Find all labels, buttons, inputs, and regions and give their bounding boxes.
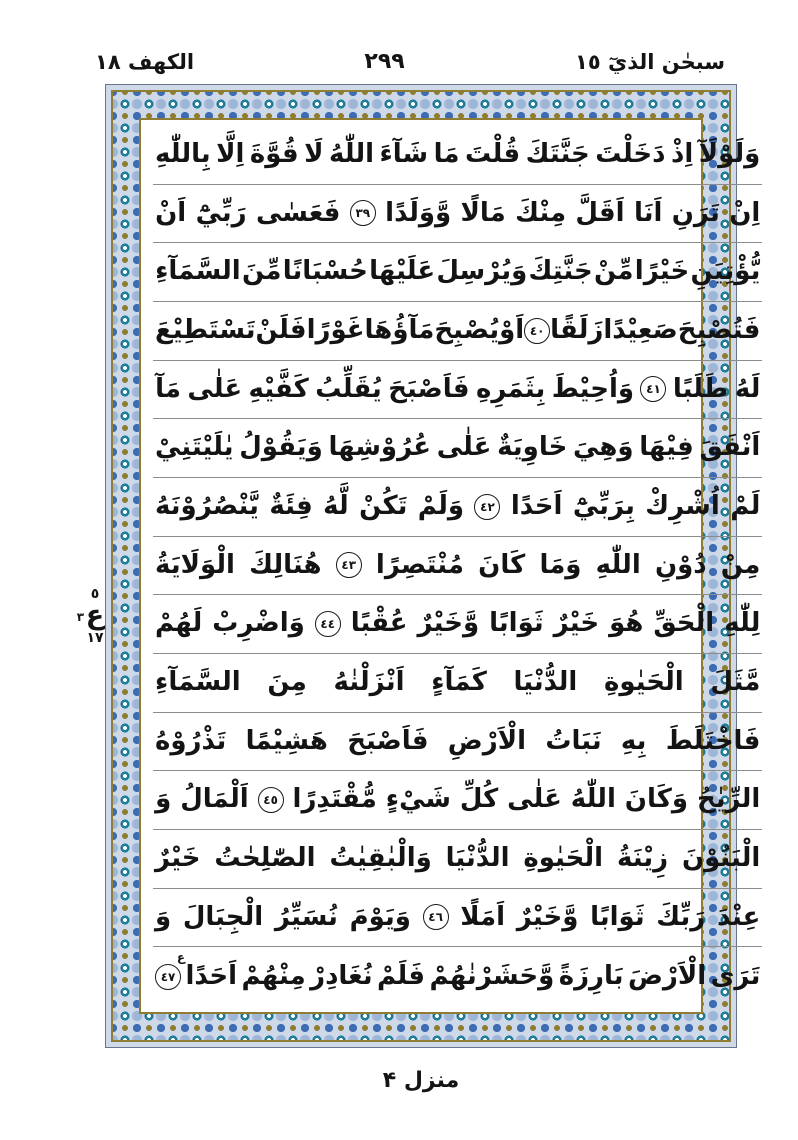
quran-word: فَاَصْبَحَ bbox=[347, 725, 429, 756]
quran-word: يُّؤْتِيَنِ bbox=[690, 256, 761, 287]
page-number: ٢٩٩ bbox=[364, 49, 405, 74]
ornament-band bbox=[113, 92, 761, 1040]
ruku-ain-letter: ع ٣ bbox=[76, 600, 105, 631]
quran-word: الْحَيٰوةِ bbox=[604, 666, 684, 697]
quran-word: اِذْ bbox=[671, 138, 694, 169]
ruku-end-mark: ع bbox=[176, 949, 186, 964]
quran-word: مُنْتَصِرًا bbox=[375, 549, 464, 580]
quran-word: دُوْنِ bbox=[654, 549, 707, 580]
quran-word: هَشِيْمًا bbox=[245, 725, 328, 756]
quran-word: تَسْتَطِيْعَ bbox=[155, 314, 256, 345]
quran-word: صَعِيْدًا bbox=[603, 314, 678, 345]
quran-word: لَهُمْ bbox=[155, 608, 203, 639]
quran-word: فَعَسٰى bbox=[255, 197, 341, 228]
quran-line bbox=[153, 185, 762, 244]
quran-word: الْاَرْضِ bbox=[447, 725, 527, 756]
quran-word: لَمْ bbox=[730, 490, 761, 521]
ayah-end-marker: ٤٢ bbox=[474, 494, 500, 520]
quran-word: وَكَانَ bbox=[624, 784, 689, 815]
ayah-end-marker: ٤٠ bbox=[524, 318, 550, 344]
quran-word: الْحَقِّ bbox=[653, 608, 715, 639]
quran-word: مِّنَ bbox=[242, 256, 282, 287]
quran-word: وَالْبٰقِيٰتُ bbox=[329, 842, 432, 873]
quran-word: مِّنْ bbox=[594, 256, 634, 287]
quran-line bbox=[153, 361, 762, 420]
quran-word: اَحَدًا bbox=[510, 490, 563, 521]
quran-word: فَتُصْبِحَ bbox=[677, 314, 761, 345]
quran-word: لَا bbox=[304, 138, 324, 169]
ayah-end-marker: ٤١ bbox=[640, 376, 666, 402]
quran-text-block bbox=[153, 126, 761, 1006]
quran-word: الدُّنْيَا bbox=[513, 666, 578, 697]
page-header bbox=[95, 28, 725, 74]
quran-word: يُصْبِحَ bbox=[434, 314, 500, 345]
text-panel bbox=[139, 118, 761, 1014]
quran-word: مَا bbox=[433, 138, 460, 169]
quran-word: وَمَا bbox=[539, 549, 582, 580]
quran-word: وَ bbox=[155, 784, 172, 815]
quran-word: خَاوِيَةٌ bbox=[497, 432, 568, 463]
quran-line bbox=[153, 830, 762, 889]
ayah-end-marker: ٤٧ ع bbox=[155, 964, 181, 990]
quran-word: اَنْزَلْنٰهُ bbox=[333, 666, 405, 697]
ayah-end-marker: ٣٩ bbox=[350, 200, 376, 226]
quran-word: عُقْبًا bbox=[350, 608, 408, 639]
quran-word: بِثَمَرِهِ bbox=[475, 373, 546, 404]
quran-line bbox=[153, 947, 762, 1006]
quran-word: عِنْدَ bbox=[716, 901, 761, 932]
surah-label: الكهف ١٨ bbox=[95, 50, 195, 74]
quran-word: كَفَّيْهِ bbox=[248, 373, 309, 404]
quran-word: عَلٰى bbox=[187, 373, 243, 404]
quran-word: يُقَلِّبُ bbox=[315, 373, 382, 404]
quran-word: مَالًا bbox=[460, 197, 506, 228]
quran-word: ثَوَابًا bbox=[489, 608, 544, 639]
quran-word: وَيَوْمَ bbox=[349, 901, 411, 932]
quran-line bbox=[153, 654, 762, 713]
quran-word: اللّٰهُ bbox=[570, 784, 616, 815]
quran-word: اُشْرِكْ bbox=[645, 490, 720, 521]
ruku-count-side: ٣ bbox=[76, 610, 85, 624]
quran-word: عَلٰى bbox=[507, 784, 562, 815]
quran-line bbox=[153, 419, 762, 478]
quran-word: وَيَقُوْلُ bbox=[239, 432, 323, 463]
quran-word: فَاخْتَلَطَ bbox=[665, 725, 761, 756]
quran-word: اَنَا bbox=[633, 197, 663, 228]
quran-word: بَارِزَةً bbox=[558, 960, 624, 991]
quran-word: قُلْتَ bbox=[464, 138, 521, 169]
quran-word: رَبِّكَ bbox=[656, 901, 706, 932]
quran-word: لَهُ bbox=[734, 373, 761, 404]
quran-word: السَّمَآءِ bbox=[155, 256, 241, 287]
quran-word: وَّخَيْرٌ bbox=[417, 608, 480, 639]
quran-word: تَذْرُوْهُ bbox=[155, 725, 227, 756]
quran-word: تَكُنْ bbox=[359, 490, 408, 521]
quran-word: مَآؤُهَا bbox=[364, 314, 435, 345]
quran-word: غَوْرًا bbox=[306, 314, 365, 345]
quran-word: نَبَاتُ bbox=[545, 725, 602, 756]
quran-word: بِهِ bbox=[620, 725, 647, 756]
quran-word: لِلّٰهِ bbox=[724, 608, 761, 639]
quran-word: ثَوَابًا bbox=[590, 901, 645, 932]
quran-line bbox=[153, 771, 762, 830]
quran-word: اَحَدًا bbox=[185, 960, 238, 991]
quran-word: هُوَ bbox=[609, 608, 644, 639]
quran-word: وَلَوْلَآ bbox=[698, 138, 761, 169]
quran-word: بِرَبِّيْٓ bbox=[572, 490, 635, 521]
quran-word: يَّنْصُرُوْنَهُ bbox=[155, 490, 259, 521]
quran-word: بِاللّٰهِ bbox=[155, 138, 211, 169]
quran-word: خَيْرٌ bbox=[553, 608, 600, 639]
quran-word: وَاُحِيْطَ bbox=[551, 373, 635, 404]
quran-word: تَرَنِ bbox=[671, 197, 720, 228]
quran-word: الصّٰلِحٰتُ bbox=[214, 842, 316, 873]
quran-line bbox=[153, 302, 762, 361]
quran-line bbox=[153, 537, 762, 596]
quran-word: شَيْءٍ bbox=[385, 784, 451, 815]
quran-word: وَيُرْسِلَ bbox=[436, 256, 528, 287]
quran-line bbox=[153, 595, 762, 654]
quran-word: مَآ bbox=[155, 373, 181, 404]
quran-word: يٰلَيْتَنِيْ bbox=[155, 432, 234, 463]
quran-word: وَهِيَ bbox=[573, 432, 634, 463]
quran-word: فَاَصْبَحَ bbox=[388, 373, 470, 404]
ruku-count-top: ٥ bbox=[90, 586, 100, 602]
quran-word: خَيْرٌ bbox=[155, 842, 201, 873]
quran-word: خَيْرًا bbox=[634, 256, 690, 287]
quran-word: اَقَلَّ bbox=[575, 197, 625, 228]
quran-word: مِنْهُمْ bbox=[241, 960, 306, 991]
quran-word: وَاضْرِبْ bbox=[212, 608, 305, 639]
quran-line bbox=[153, 478, 762, 537]
quran-word: اللّٰهِ bbox=[595, 549, 641, 580]
quran-word: فَلَنْ bbox=[255, 314, 307, 345]
quran-word: اِلَّا bbox=[216, 138, 245, 169]
quran-word: قُوَّةَ bbox=[249, 138, 299, 169]
quran-line bbox=[153, 126, 762, 185]
quran-word: الْاَرْضَ bbox=[627, 960, 707, 991]
quran-word: فَلَمْ bbox=[377, 960, 426, 991]
quran-word: كَمَآءٍ bbox=[431, 666, 487, 697]
quran-word: مِنْكَ bbox=[515, 197, 567, 228]
quran-word: زِيْنَةُ bbox=[616, 842, 669, 873]
ayah-end-marker: ٤٤ bbox=[315, 611, 341, 637]
quran-word: اَوْ bbox=[499, 314, 525, 345]
quran-word: طَلَبًا bbox=[672, 373, 729, 404]
quran-word: جَنَّتَكَ bbox=[525, 138, 590, 169]
quran-word: وَلَمْ bbox=[417, 490, 465, 521]
quran-word: نُسَيِّرُ bbox=[274, 901, 338, 932]
quran-word: لَّهُ bbox=[323, 490, 349, 521]
quran-word: السَّمَآءِ bbox=[155, 666, 241, 697]
quran-word: هُنَالِكَ bbox=[249, 549, 322, 580]
quran-word: الْبَنُوْنَ bbox=[681, 842, 761, 873]
quran-word: الْوَلَايَةُ bbox=[155, 549, 235, 580]
quran-word: جَنَّتِكَ bbox=[528, 256, 593, 287]
quran-word: الدُّنْيَا bbox=[445, 842, 510, 873]
quran-word: عُرُوْشِهَا bbox=[328, 432, 432, 463]
quran-word: فِئَةٌ bbox=[269, 490, 313, 521]
quran-word: اَنْفَقَ bbox=[699, 432, 761, 463]
quran-word: وَ bbox=[155, 901, 172, 932]
quran-word: مِنَ bbox=[267, 666, 307, 697]
quran-word: مُّقْتَدِرًا bbox=[292, 784, 377, 815]
quran-word: الْحَيٰوةِ bbox=[523, 842, 604, 873]
quran-word: دَخَلْتَ bbox=[595, 138, 666, 169]
quran-word: حُسْبَانًا bbox=[282, 256, 368, 287]
quran-word: اَمَلًا bbox=[460, 901, 506, 932]
gold-border-ring bbox=[111, 90, 761, 1042]
quran-word: زَلَقًا bbox=[550, 314, 604, 345]
quran-word: فِيْهَا bbox=[639, 432, 694, 463]
quran-word: اِنْ bbox=[729, 197, 761, 228]
quran-word: عَلَيْهَا bbox=[369, 256, 436, 287]
quran-word: وَّخَيْرٌ bbox=[516, 901, 579, 932]
quran-word: اَلْمَالُ bbox=[180, 784, 249, 815]
quran-line bbox=[153, 713, 762, 772]
quran-word: رَبِّيْٓ bbox=[195, 197, 247, 228]
ornamental-border-frame bbox=[105, 84, 761, 1048]
quran-word: وَّحَشَرْنٰهُمْ bbox=[429, 960, 555, 991]
quran-word: شَآءَ bbox=[379, 138, 429, 169]
quran-word: عَلٰى bbox=[436, 432, 492, 463]
ruku-count-bottom: ١٧ bbox=[86, 630, 104, 646]
quran-word: تَرَى bbox=[710, 960, 761, 991]
quran-word: مَّثَلَ bbox=[710, 666, 761, 697]
manzil-footer: منزل ۴ bbox=[382, 1068, 460, 1093]
quran-word: الْجِبَالَ bbox=[182, 901, 264, 932]
quran-word: اَنْ bbox=[155, 197, 187, 228]
quran-word: الرِّيٰحُ bbox=[696, 784, 761, 815]
ayah-end-marker: ٤٦ bbox=[423, 904, 449, 930]
quran-word: كُلِّ bbox=[459, 784, 499, 815]
quran-line bbox=[153, 243, 762, 302]
ayah-end-marker: ٤٣ bbox=[336, 552, 362, 578]
quran-word: نُغَادِرْ bbox=[310, 960, 373, 991]
quran-line bbox=[153, 889, 762, 948]
quran-word: كَانَ bbox=[478, 549, 526, 580]
quran-word: اللّٰهُ bbox=[328, 138, 375, 169]
juz-label: سبحٰن الذيٓ ١٥ bbox=[575, 50, 725, 74]
quran-word: وَّوَلَدًا bbox=[385, 197, 452, 228]
ayah-end-marker: ٤٥ bbox=[258, 787, 284, 813]
quran-word: مِنْ bbox=[720, 549, 761, 580]
